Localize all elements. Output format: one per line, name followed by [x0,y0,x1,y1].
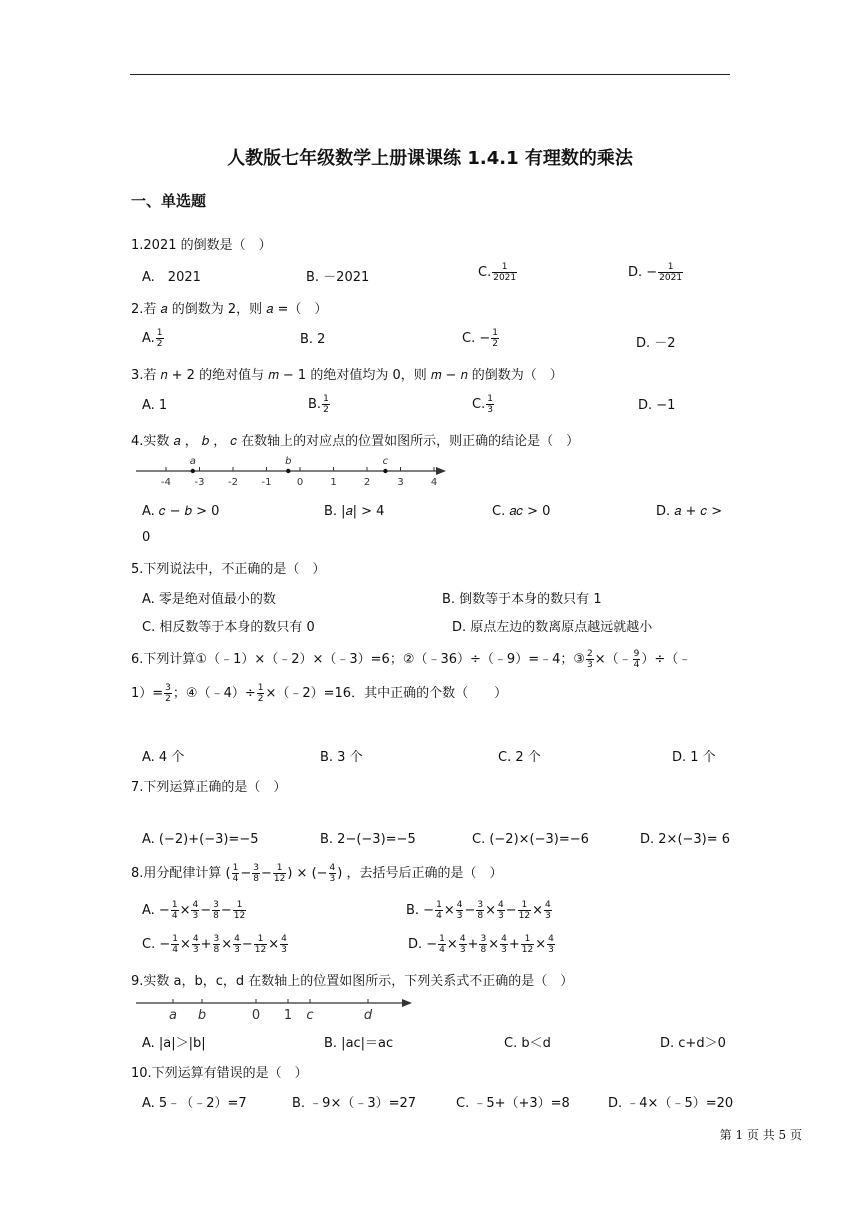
q8-option-b: B. − $\frac{1}{4}$ × $\frac{4}{3}$ − $\frac{3}{8}$ × $\frac{4}{3}$ − $\frac{1}{12}$ × $\frac{4}{3}$ [406,900,551,921]
q9-mark-label: c [306,1008,314,1023]
q10-option-b: B. ﹣9×（﹣3）=27 [292,1096,417,1111]
question-10: 10.下列运算有错误的是（ ） [131,1066,308,1081]
question-2: 2.若 𝑎 的倒数为 2，则 𝑎 =（ ） [131,302,328,317]
page-footer: 第 1 页 共 5 页 [719,1128,802,1142]
question-5: 5.下列说法中，不正确的是（ ） [131,562,326,577]
q1-option-a: A. 2021 [142,270,201,285]
q5-option-d: D. 原点左边的数离原点越远就越小 [452,620,653,635]
q5-option-c: C. 相反数等于本身的数只有 0 [142,620,315,635]
q4-point-label: b [285,456,292,467]
q9-number-line [132,992,418,1024]
q9-option-d: D. c+d＞0 [660,1036,726,1051]
q4-tick-label: 3 [397,477,404,488]
question-6-line-1: 6.下列计算①（﹣1）×（﹣2）×（﹣3）=6；②（﹣36）÷（﹣9）=﹣4；③ $\frac{2}{3}$ ×（﹣ $\frac{9}{4}$ ）÷（﹣ [131,649,692,670]
q9-option-c: C. b＜d [504,1036,551,1051]
q2-option-c: C. − $\frac{1}{2}$ [462,328,498,349]
section-heading: 一、单选题 [131,192,207,210]
question-4: 4.实数 𝑎 ， 𝑏 ， 𝑐 在数轴上的对应点的位置如图所示，则正确的结论是（ ） [131,434,580,449]
q4-number-line [132,452,452,488]
q6-option-b: B. 3 个 [320,750,363,765]
q4-option-a: A. 𝑐 − 𝑏 > 0 [142,504,220,519]
q9-mark-label: 1 [283,1008,293,1023]
q4-tick-label: -1 [261,477,272,488]
q4-point [286,469,290,473]
q7-option-a: A. (−2)+(−3)=−5 [142,832,259,847]
q6-option-d: D. 1 个 [672,750,716,765]
q8-option-a: A. − $\frac{1}{4}$ × $\frac{4}{3}$ − $\frac{3}{8}$ − $\frac{1}{12}$ [142,900,246,921]
q4-option-b: B. |𝑎| > 4 [324,504,385,519]
q9-option-a: A. |a|＞|b| [142,1036,206,1051]
q4-tick-label: -4 [161,477,171,488]
q4-tick-label: 1 [330,477,337,488]
q9-option-b: B. |ac|＝ac [324,1036,394,1051]
page-title: 人教版七年级数学上册课课练 1.4.1 有理数的乘法 [227,148,633,169]
q10-option-a: A. 5﹣（﹣2）=7 [142,1096,247,1111]
q2-option-a: A. $\frac{1}{2}$ [142,328,163,349]
q8-option-d: D. − $\frac{1}{4}$ × $\frac{4}{3}$ + $\frac{3}{8}$ × $\frac{4}{3}$ + $\frac{1}{12}$ × $\frac{4}{3}$ [408,934,554,955]
q2-option-b: B. 2 [300,332,326,347]
q9-mark-label: a [169,1008,177,1023]
q7-option-b: B. 2−(−3)=−5 [320,832,416,847]
q4-point-label: a [189,456,196,467]
question-9: 9.实数 a，b，c，d 在数轴上的位置如图所示，下列关系式不正确的是（ ） [131,974,574,989]
q1-option-c: C. $\frac{1}{2021}$ [478,262,517,283]
q1-option-d: D. − $\frac{1}{2021}$ [628,262,683,283]
q7-option-c: C. (−2)×(−3)=−6 [472,832,589,847]
q3-option-b: B. $\frac{1}{2}$ [308,394,329,415]
q9-mark-label: 0 [251,1008,261,1023]
q9-mark-label: b [197,1008,207,1023]
q5-option-b: B. 倒数等于本身的数只有 1 [442,592,602,607]
q3-option-d: D. −1 [638,398,676,413]
q4-tick-label: 2 [363,477,371,488]
q6-option-a: A. 4 个 [142,750,185,765]
q4-point [191,469,195,473]
q3-option-c: C. $\frac{1}{3}$ [472,394,493,415]
q4-option-d: D. 𝑎 + 𝑐 > [656,504,723,519]
question-6-line-2: 1）= $\frac{3}{2}$ ；④（﹣4）÷ $\frac{1}{2}$ ×（﹣2）=16．其中正确的个数（ ） [131,683,508,704]
q8-option-c: C. − $\frac{1}{4}$ × $\frac{4}{3}$ + $\frac{3}{8}$ × $\frac{4}{3}$ − $\frac{1}{12}$ × $\frac{4}{3}$ [142,934,287,955]
q4-point [383,469,387,473]
q4-tick-label: 0 [296,477,304,488]
q10-option-d: D. ﹣4×（﹣5）=20 [608,1096,734,1111]
q9-mark-label: d [363,1008,373,1023]
question-8: 8.用分配律计算 ( $\frac{1}{4}$ − $\frac{3}{8}$ − $\frac{1}{12}$ ) × (− $\frac{4}{3}$ ) ，去括号后正确的是（ ） [131,863,503,884]
q4-option-d-cont: 0 [142,530,151,545]
q1-option-b: B. －2021 [306,270,370,285]
q4-option-c: C. 𝑎𝑐 > 0 [492,504,551,519]
q3-option-a: A. 1 [142,398,168,413]
header-rule [130,74,730,75]
q4-point-label: c [382,456,389,467]
q2-option-d: D. －2 [636,336,676,351]
q10-option-c: C. ﹣5+（+3）=8 [456,1096,570,1111]
q4-tick-label: -2 [228,477,238,488]
q6-option-c: C. 2 个 [498,750,541,765]
q7-option-d: D. 2×(−3)= 6 [640,832,731,847]
question-3: 3.若 𝑛 + 2 的绝对值与 𝑚 − 1 的绝对值均为 0，则 𝑚 − 𝑛 的倒数为（ ） [131,368,563,383]
q5-option-a: A. 零是绝对值最小的数 [142,592,276,607]
question-7: 7.下列运算正确的是（ ） [131,780,287,795]
question-1: 1.2021 的倒数是（ ） [131,238,272,253]
q4-tick-label: 4 [430,477,438,488]
q4-tick-label: -3 [194,477,205,488]
